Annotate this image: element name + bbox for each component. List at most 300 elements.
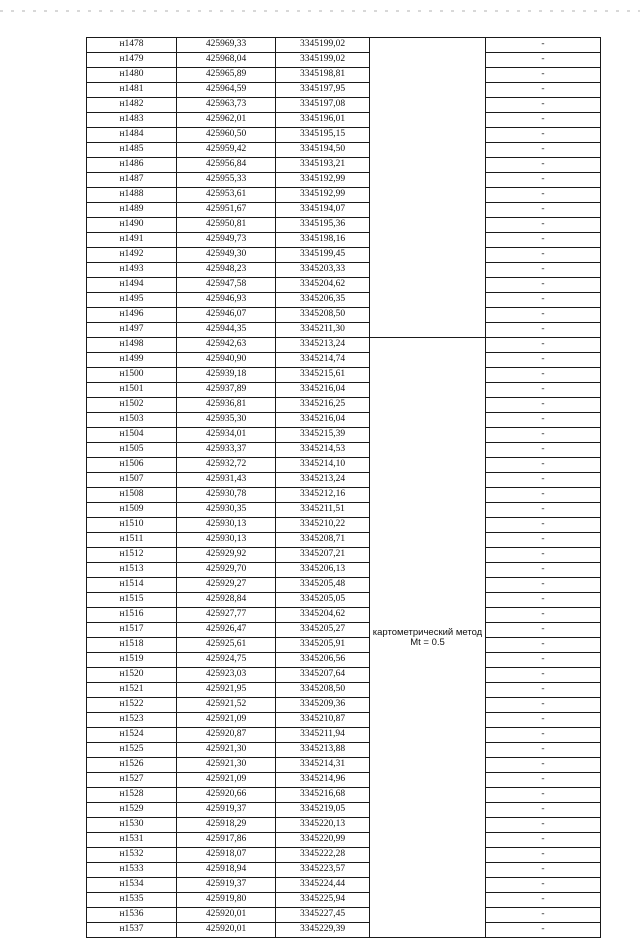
coordinate-y-cell: 3345206,35 xyxy=(276,293,370,308)
error-cell: - xyxy=(486,353,601,368)
coordinate-x-cell: 425921,52 xyxy=(177,698,276,713)
point-id-cell: н1498 xyxy=(87,338,177,353)
table-row xyxy=(87,233,601,248)
coordinate-y-cell: 3345209,36 xyxy=(276,698,370,713)
error-cell: - xyxy=(486,368,601,383)
table-row xyxy=(87,188,601,203)
point-id-cell: н1505 xyxy=(87,443,177,458)
error-cell: - xyxy=(486,608,601,623)
coordinate-x-cell: 425969,33 xyxy=(177,38,276,53)
error-cell: - xyxy=(486,758,601,773)
table-row xyxy=(87,743,601,758)
error-cell: - xyxy=(486,383,601,398)
error-cell: - xyxy=(486,848,601,863)
point-id-cell: н1529 xyxy=(87,803,177,818)
coordinate-x-cell: 425921,95 xyxy=(177,683,276,698)
coordinate-x-cell: 425924,75 xyxy=(177,653,276,668)
point-id-cell: н1482 xyxy=(87,98,177,113)
coordinate-x-cell: 425934,01 xyxy=(177,428,276,443)
table-row xyxy=(87,923,601,938)
table-row xyxy=(87,593,601,608)
coordinate-y-cell: 3345193,21 xyxy=(276,158,370,173)
table-row xyxy=(87,878,601,893)
table-row xyxy=(87,203,601,218)
error-cell: - xyxy=(486,278,601,293)
coordinate-x-cell: 425921,09 xyxy=(177,773,276,788)
coordinate-x-cell: 425962,01 xyxy=(177,113,276,128)
error-cell: - xyxy=(486,578,601,593)
error-cell: - xyxy=(486,113,601,128)
table-row xyxy=(87,248,601,263)
coordinate-x-cell: 425937,89 xyxy=(177,383,276,398)
error-cell: - xyxy=(486,203,601,218)
coordinate-y-cell: 3345195,15 xyxy=(276,128,370,143)
table-row xyxy=(87,848,601,863)
coordinate-y-cell: 3345216,04 xyxy=(276,413,370,428)
coordinate-y-cell: 3345219,05 xyxy=(276,803,370,818)
point-id-cell: н1512 xyxy=(87,548,177,563)
point-id-cell: н1533 xyxy=(87,863,177,878)
error-cell: - xyxy=(486,413,601,428)
coordinate-x-cell: 425940,90 xyxy=(177,353,276,368)
table-row xyxy=(87,68,601,83)
table-row xyxy=(87,113,601,128)
coordinate-y-cell: 3345216,25 xyxy=(276,398,370,413)
table-row xyxy=(87,143,601,158)
point-id-cell: н1513 xyxy=(87,563,177,578)
point-id-cell: н1496 xyxy=(87,308,177,323)
table-row xyxy=(87,293,601,308)
coordinate-x-cell: 425921,30 xyxy=(177,743,276,758)
error-cell: - xyxy=(486,518,601,533)
coordinate-x-cell: 425917,86 xyxy=(177,833,276,848)
coordinate-x-cell: 425956,84 xyxy=(177,158,276,173)
table-row xyxy=(87,458,601,473)
coordinate-x-cell: 425963,73 xyxy=(177,98,276,113)
coordinate-y-cell: 3345224,44 xyxy=(276,878,370,893)
coordinate-y-cell: 3345205,48 xyxy=(276,578,370,593)
coordinate-x-cell: 425921,30 xyxy=(177,758,276,773)
error-cell: - xyxy=(486,668,601,683)
coordinate-x-cell: 425919,37 xyxy=(177,878,276,893)
coordinate-y-cell: 3345204,62 xyxy=(276,278,370,293)
coordinate-y-cell: 3345213,24 xyxy=(276,338,370,353)
error-cell: - xyxy=(486,743,601,758)
table-row xyxy=(87,488,601,503)
error-cell: - xyxy=(486,53,601,68)
coordinate-y-cell: 3345208,50 xyxy=(276,683,370,698)
point-id-cell: н1518 xyxy=(87,638,177,653)
coordinate-x-cell: 425930,35 xyxy=(177,503,276,518)
table-row xyxy=(87,383,601,398)
point-id-cell: н1501 xyxy=(87,383,177,398)
table-row xyxy=(87,518,601,533)
coordinate-x-cell: 425930,13 xyxy=(177,518,276,533)
error-cell: - xyxy=(486,908,601,923)
error-cell: - xyxy=(486,398,601,413)
coordinate-x-cell: 425930,78 xyxy=(177,488,276,503)
coordinate-x-cell: 425929,70 xyxy=(177,563,276,578)
error-cell: - xyxy=(486,503,601,518)
coordinate-x-cell: 425933,37 xyxy=(177,443,276,458)
table-row xyxy=(87,353,601,368)
error-cell: - xyxy=(486,143,601,158)
coordinate-y-cell: 3345197,08 xyxy=(276,98,370,113)
point-id-cell: н1528 xyxy=(87,788,177,803)
coordinate-x-cell: 425935,30 xyxy=(177,413,276,428)
point-id-cell: н1488 xyxy=(87,188,177,203)
coordinate-x-cell: 425927,77 xyxy=(177,608,276,623)
coordinate-x-cell: 425939,18 xyxy=(177,368,276,383)
coordinate-x-cell: 425955,33 xyxy=(177,173,276,188)
coordinate-y-cell: 3345192,99 xyxy=(276,188,370,203)
coordinate-x-cell: 425944,35 xyxy=(177,323,276,338)
coordinate-y-cell: 3345208,71 xyxy=(276,533,370,548)
table-row xyxy=(87,158,601,173)
table-row xyxy=(87,548,601,563)
point-id-cell: н1503 xyxy=(87,413,177,428)
point-id-cell: н1500 xyxy=(87,368,177,383)
coordinate-x-cell: 425929,92 xyxy=(177,548,276,563)
coordinate-y-cell: 3345207,21 xyxy=(276,548,370,563)
error-cell: - xyxy=(486,473,601,488)
point-id-cell: н1516 xyxy=(87,608,177,623)
error-cell: - xyxy=(486,833,601,848)
error-cell: - xyxy=(486,233,601,248)
error-cell: - xyxy=(486,83,601,98)
error-cell: - xyxy=(486,713,601,728)
point-id-cell: н1493 xyxy=(87,263,177,278)
point-id-cell: н1486 xyxy=(87,158,177,173)
coordinate-x-cell: 425953,61 xyxy=(177,188,276,203)
table-row xyxy=(87,83,601,98)
error-cell: - xyxy=(486,98,601,113)
coordinate-y-cell: 3345206,56 xyxy=(276,653,370,668)
table-row xyxy=(87,713,601,728)
error-cell: - xyxy=(486,818,601,833)
error-cell: - xyxy=(486,248,601,263)
coordinate-y-cell: 3345225,94 xyxy=(276,893,370,908)
coordinate-x-cell: 425965,89 xyxy=(177,68,276,83)
point-id-cell: н1530 xyxy=(87,818,177,833)
coordinate-x-cell: 425929,27 xyxy=(177,578,276,593)
table-row xyxy=(87,368,601,383)
point-id-cell: н1479 xyxy=(87,53,177,68)
coordinate-x-cell: 425920,87 xyxy=(177,728,276,743)
table-row xyxy=(87,338,601,353)
error-cell: - xyxy=(486,158,601,173)
point-id-cell: н1535 xyxy=(87,893,177,908)
table-row xyxy=(87,503,601,518)
coordinate-x-cell: 425968,04 xyxy=(177,53,276,68)
table-row xyxy=(87,53,601,68)
point-id-cell: н1522 xyxy=(87,698,177,713)
point-id-cell: н1532 xyxy=(87,848,177,863)
table-row xyxy=(87,398,601,413)
point-id-cell: н1515 xyxy=(87,593,177,608)
coordinate-x-cell: 425920,01 xyxy=(177,908,276,923)
point-id-cell: н1491 xyxy=(87,233,177,248)
coordinate-y-cell: 3345199,02 xyxy=(276,53,370,68)
table-row xyxy=(87,413,601,428)
point-id-cell: н1509 xyxy=(87,503,177,518)
coordinate-y-cell: 3345214,96 xyxy=(276,773,370,788)
point-id-cell: н1511 xyxy=(87,533,177,548)
coordinates-table xyxy=(86,37,601,938)
error-cell: - xyxy=(486,128,601,143)
error-cell: - xyxy=(486,893,601,908)
coordinate-y-cell: 3345227,45 xyxy=(276,908,370,923)
coordinate-y-cell: 3345214,31 xyxy=(276,758,370,773)
point-id-cell: н1481 xyxy=(87,83,177,98)
coordinate-x-cell: 425949,30 xyxy=(177,248,276,263)
coordinate-y-cell: 3345211,94 xyxy=(276,728,370,743)
error-cell: - xyxy=(486,863,601,878)
table-row xyxy=(87,38,601,53)
coordinate-x-cell: 425918,94 xyxy=(177,863,276,878)
coordinate-x-cell: 425947,58 xyxy=(177,278,276,293)
error-cell: - xyxy=(486,533,601,548)
coordinate-y-cell: 3345229,39 xyxy=(276,923,370,938)
error-cell: - xyxy=(486,698,601,713)
error-cell: - xyxy=(486,638,601,653)
method-cell: картометрический метод Mt = 0.5 xyxy=(370,338,486,938)
table-row xyxy=(87,683,601,698)
point-id-cell: н1534 xyxy=(87,878,177,893)
coordinate-y-cell: 3345213,24 xyxy=(276,473,370,488)
table-row xyxy=(87,218,601,233)
error-cell: - xyxy=(486,728,601,743)
coordinate-y-cell: 3345192,99 xyxy=(276,173,370,188)
table-row xyxy=(87,443,601,458)
error-cell: - xyxy=(486,443,601,458)
error-cell: - xyxy=(486,173,601,188)
coordinate-x-cell: 425949,73 xyxy=(177,233,276,248)
error-cell: - xyxy=(486,263,601,278)
table-row xyxy=(87,758,601,773)
method-cell-empty xyxy=(370,38,486,338)
coordinate-y-cell: 3345206,13 xyxy=(276,563,370,578)
coordinate-y-cell: 3345199,02 xyxy=(276,38,370,53)
coordinate-x-cell: 425946,93 xyxy=(177,293,276,308)
point-id-cell: н1536 xyxy=(87,908,177,923)
point-id-cell: н1483 xyxy=(87,113,177,128)
coordinate-y-cell: 3345215,61 xyxy=(276,368,370,383)
error-cell: - xyxy=(486,38,601,53)
coordinate-x-cell: 425959,42 xyxy=(177,143,276,158)
coordinate-y-cell: 3345211,51 xyxy=(276,503,370,518)
coordinate-x-cell: 425930,13 xyxy=(177,533,276,548)
point-id-cell: н1527 xyxy=(87,773,177,788)
table-row xyxy=(87,893,601,908)
table-row xyxy=(87,128,601,143)
point-id-cell: н1504 xyxy=(87,428,177,443)
coordinate-y-cell: 3345205,91 xyxy=(276,638,370,653)
point-id-cell: н1484 xyxy=(87,128,177,143)
error-cell: - xyxy=(486,428,601,443)
error-cell: - xyxy=(486,923,601,938)
point-id-cell: н1523 xyxy=(87,713,177,728)
coordinate-x-cell: 425928,84 xyxy=(177,593,276,608)
coordinate-x-cell: 425932,72 xyxy=(177,458,276,473)
point-id-cell: н1506 xyxy=(87,458,177,473)
table-row xyxy=(87,623,601,638)
coordinate-y-cell: 3345198,81 xyxy=(276,68,370,83)
coordinate-y-cell: 3345205,27 xyxy=(276,623,370,638)
point-id-cell: н1480 xyxy=(87,68,177,83)
coordinate-y-cell: 3345208,50 xyxy=(276,308,370,323)
coordinate-y-cell: 3345204,62 xyxy=(276,608,370,623)
coordinate-y-cell: 3345194,50 xyxy=(276,143,370,158)
table-row xyxy=(87,668,601,683)
coordinate-y-cell: 3345216,04 xyxy=(276,383,370,398)
coordinate-x-cell: 425920,66 xyxy=(177,788,276,803)
point-id-cell: н1526 xyxy=(87,758,177,773)
coordinate-y-cell: 3345216,68 xyxy=(276,788,370,803)
error-cell: - xyxy=(486,683,601,698)
coordinate-y-cell: 3345220,13 xyxy=(276,818,370,833)
coordinate-x-cell: 425921,09 xyxy=(177,713,276,728)
error-cell: - xyxy=(486,458,601,473)
table-row xyxy=(87,653,601,668)
coordinate-x-cell: 425923,03 xyxy=(177,668,276,683)
error-cell: - xyxy=(486,218,601,233)
table-row xyxy=(87,308,601,323)
point-id-cell: н1497 xyxy=(87,323,177,338)
table-row xyxy=(87,323,601,338)
coordinate-y-cell: 3345214,53 xyxy=(276,443,370,458)
page-edge-artifact xyxy=(0,10,640,12)
coordinate-x-cell: 425931,43 xyxy=(177,473,276,488)
coordinate-y-cell: 3345213,88 xyxy=(276,743,370,758)
point-id-cell: н1478 xyxy=(87,38,177,53)
point-id-cell: н1492 xyxy=(87,248,177,263)
coordinate-x-cell: 425942,63 xyxy=(177,338,276,353)
table-row xyxy=(87,773,601,788)
point-id-cell: н1531 xyxy=(87,833,177,848)
error-cell: - xyxy=(486,788,601,803)
point-id-cell: н1494 xyxy=(87,278,177,293)
error-cell: - xyxy=(486,293,601,308)
coordinate-y-cell: 3345195,36 xyxy=(276,218,370,233)
table-row xyxy=(87,833,601,848)
coordinate-x-cell: 425946,07 xyxy=(177,308,276,323)
error-cell: - xyxy=(486,623,601,638)
coordinate-y-cell: 3345220,99 xyxy=(276,833,370,848)
point-id-cell: н1508 xyxy=(87,488,177,503)
table-row xyxy=(87,473,601,488)
table-row xyxy=(87,908,601,923)
coordinate-x-cell: 425920,01 xyxy=(177,923,276,938)
coordinate-y-cell: 3345222,28 xyxy=(276,848,370,863)
table-row xyxy=(87,563,601,578)
point-id-cell: н1507 xyxy=(87,473,177,488)
error-cell: - xyxy=(486,68,601,83)
coordinates-table-body xyxy=(87,38,601,938)
table-row xyxy=(87,263,601,278)
error-cell: - xyxy=(486,548,601,563)
coordinate-x-cell: 425925,61 xyxy=(177,638,276,653)
point-id-cell: н1517 xyxy=(87,623,177,638)
table-row xyxy=(87,428,601,443)
point-id-cell: н1489 xyxy=(87,203,177,218)
point-id-cell: н1514 xyxy=(87,578,177,593)
table-row xyxy=(87,863,601,878)
point-id-cell: н1485 xyxy=(87,143,177,158)
table-row xyxy=(87,818,601,833)
coordinate-y-cell: 3345207,64 xyxy=(276,668,370,683)
error-cell: - xyxy=(486,308,601,323)
point-id-cell: н1490 xyxy=(87,218,177,233)
table-row xyxy=(87,173,601,188)
coordinate-y-cell: 3345203,33 xyxy=(276,263,370,278)
coordinate-y-cell: 3345194,07 xyxy=(276,203,370,218)
point-id-cell: н1502 xyxy=(87,398,177,413)
coordinate-y-cell: 3345214,74 xyxy=(276,353,370,368)
coordinate-x-cell: 425951,67 xyxy=(177,203,276,218)
point-id-cell: н1495 xyxy=(87,293,177,308)
error-cell: - xyxy=(486,488,601,503)
error-cell: - xyxy=(486,563,601,578)
coordinate-y-cell: 3345223,57 xyxy=(276,863,370,878)
error-cell: - xyxy=(486,188,601,203)
point-id-cell: н1510 xyxy=(87,518,177,533)
point-id-cell: н1524 xyxy=(87,728,177,743)
point-id-cell: н1487 xyxy=(87,173,177,188)
table-row xyxy=(87,788,601,803)
coordinate-y-cell: 3345214,10 xyxy=(276,458,370,473)
coordinate-x-cell: 425960,50 xyxy=(177,128,276,143)
point-id-cell: н1499 xyxy=(87,353,177,368)
error-cell: - xyxy=(486,803,601,818)
coordinate-y-cell: 3345211,30 xyxy=(276,323,370,338)
table-row xyxy=(87,698,601,713)
coordinate-y-cell: 3345198,16 xyxy=(276,233,370,248)
table-row xyxy=(87,803,601,818)
point-id-cell: н1521 xyxy=(87,683,177,698)
table-row xyxy=(87,638,601,653)
coordinate-x-cell: 425964,59 xyxy=(177,83,276,98)
table-row xyxy=(87,578,601,593)
coordinate-y-cell: 3345215,39 xyxy=(276,428,370,443)
coordinate-y-cell: 3345205,05 xyxy=(276,593,370,608)
point-id-cell: н1520 xyxy=(87,668,177,683)
error-cell: - xyxy=(486,323,601,338)
table-row xyxy=(87,278,601,293)
point-id-cell: н1537 xyxy=(87,923,177,938)
error-cell: - xyxy=(486,878,601,893)
point-id-cell: н1519 xyxy=(87,653,177,668)
coordinate-x-cell: 425919,80 xyxy=(177,893,276,908)
coordinate-x-cell: 425918,29 xyxy=(177,818,276,833)
coordinate-y-cell: 3345196,01 xyxy=(276,113,370,128)
table-row xyxy=(87,608,601,623)
coordinate-x-cell: 425936,81 xyxy=(177,398,276,413)
error-cell: - xyxy=(486,653,601,668)
error-cell: - xyxy=(486,338,601,353)
coordinate-x-cell: 425919,37 xyxy=(177,803,276,818)
coordinate-x-cell: 425948,23 xyxy=(177,263,276,278)
table-row xyxy=(87,533,601,548)
table-row xyxy=(87,728,601,743)
coordinate-y-cell: 3345199,45 xyxy=(276,248,370,263)
coordinate-y-cell: 3345210,22 xyxy=(276,518,370,533)
coordinate-x-cell: 425926,47 xyxy=(177,623,276,638)
error-cell: - xyxy=(486,593,601,608)
error-cell: - xyxy=(486,773,601,788)
coordinate-y-cell: 3345197,95 xyxy=(276,83,370,98)
coordinate-x-cell: 425918,07 xyxy=(177,848,276,863)
